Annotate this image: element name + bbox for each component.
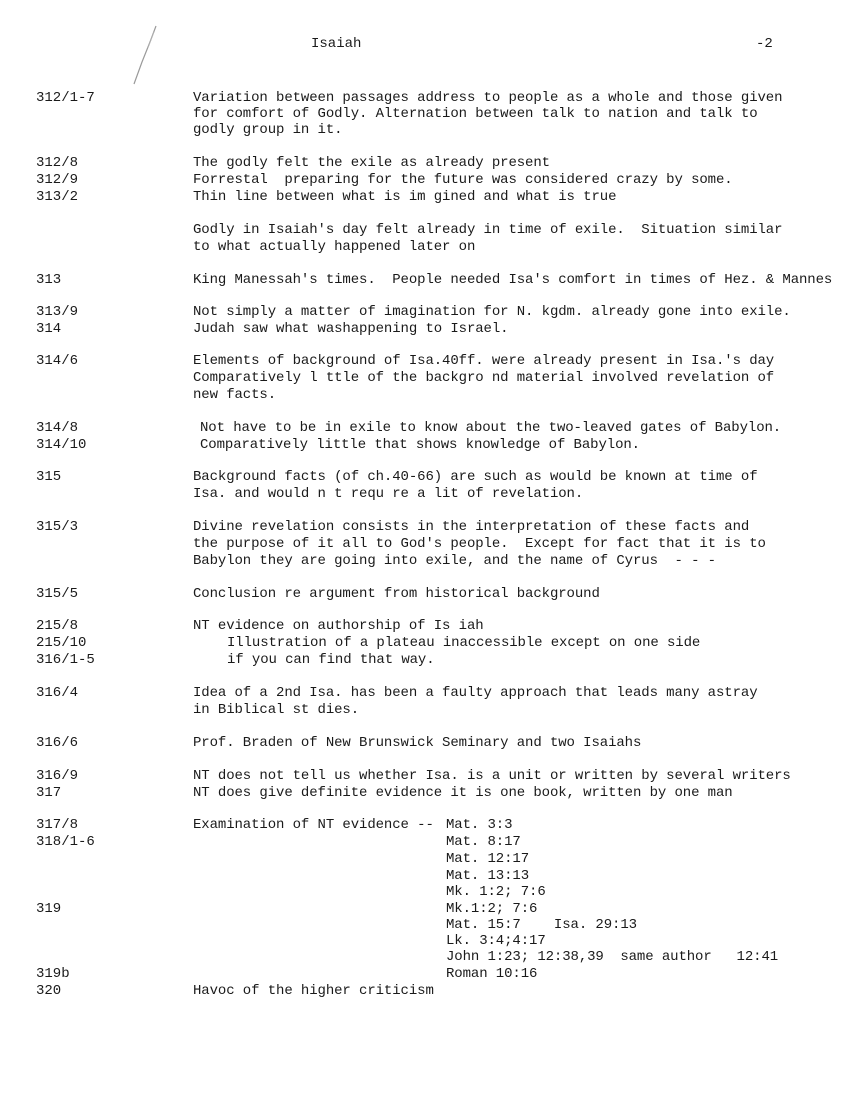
- page-ref: 312/8: [36, 155, 79, 171]
- note-line: Background facts (of ch.40-66) are such as would be known at time of: [193, 469, 758, 485]
- pencil-mark: [124, 22, 164, 92]
- page-ref: 319b: [36, 966, 70, 982]
- note-line: Godly in Isaiah's day felt already in time of exile. Situation similar: [193, 222, 783, 238]
- note-line: Havoc of the higher criticism: [193, 983, 434, 999]
- note-line: Not simply a matter of imagination for N. kgdm. already gone into exile.: [193, 304, 791, 320]
- page-number: -2: [756, 36, 773, 52]
- verse-ref: John 1:23; 12:38,39 same author 12:41: [446, 949, 779, 965]
- note-line: Judah saw what washappening to Israel.: [193, 321, 509, 337]
- note-line: new facts.: [193, 387, 277, 403]
- page-ref: 316/6: [36, 735, 79, 751]
- note-line: NT evidence on authorship of Is iah: [193, 618, 484, 634]
- page-ref: 318/1-6: [36, 834, 95, 850]
- page-ref: 313/2: [36, 189, 79, 205]
- page-ref: 315/3: [36, 519, 79, 535]
- note-line: King Manessah's times. People needed Isa's comfort in times of Hez. & Mannes: [193, 272, 833, 288]
- page-ref: 215/10: [36, 635, 87, 651]
- verse-ref: Lk. 3:4;4:17: [446, 933, 546, 949]
- note-line: Thin line between what is im gined and what is true: [193, 189, 617, 205]
- document-title: Isaiah: [311, 36, 362, 52]
- note-line: in Biblical st dies.: [193, 702, 360, 718]
- note-line: Variation between passages address to people as a whole and those given: [193, 90, 783, 106]
- page-ref: 316/4: [36, 685, 79, 701]
- verse-ref: Roman 10:16: [446, 966, 538, 982]
- note-line: Comparatively little that shows knowledge of Babylon.: [200, 437, 640, 453]
- note-line: for comfort of Godly. Alternation between talk to nation and talk to: [193, 106, 758, 122]
- note-line: godly group in it.: [193, 122, 343, 138]
- verse-ref: Mat. 12:17: [446, 851, 530, 867]
- note-line: The godly felt the exile as already present: [193, 155, 550, 171]
- verse-ref: Mat. 13:13: [446, 868, 530, 884]
- note-line: the purpose of it all to God's people. Except for fact that it is to: [193, 536, 766, 552]
- note-line: Babylon they are going into exile, and the name of Cyrus - - -: [193, 553, 716, 569]
- page-ref: 317: [36, 785, 62, 801]
- page-ref: 320: [36, 983, 62, 999]
- note-line: Conclusion re argument from historical background: [193, 586, 600, 602]
- note-line: Prof. Braden of New Brunswick Seminary and two Isaiahs: [193, 735, 642, 751]
- page-ref: 314/10: [36, 437, 87, 453]
- note-line: Isa. and would n t requ re a lit of revelation.: [193, 486, 584, 502]
- page-ref: 312/9: [36, 172, 79, 188]
- page-ref: 316/1-5: [36, 652, 95, 668]
- page-ref: 316/9: [36, 768, 79, 784]
- verse-ref: Mk.1:2; 7:6: [446, 901, 538, 917]
- note-line: NT does not tell us whether Isa. is a unit or written by several writers: [193, 768, 791, 784]
- verse-ref: Mk. 1:2; 7:6: [446, 884, 546, 900]
- note-line: Forrestal preparing for the future was considered crazy by some.: [193, 172, 733, 188]
- note-line: Divine revelation consists in the interpretation of these facts and: [193, 519, 750, 535]
- note-line: NT does give definite evidence it is one book, written by one man: [193, 785, 733, 801]
- note-line: Idea of a 2nd Isa. has been a faulty approach that leads many astray: [193, 685, 758, 701]
- page-ref: 313/9: [36, 304, 79, 320]
- page-ref: 215/8: [36, 618, 79, 634]
- note-line: to what actually happened later on: [193, 239, 476, 255]
- verse-ref: Mat. 15:7 Isa. 29:13: [446, 917, 637, 933]
- note-line: Elements of background of Isa.40ff. were already present in Isa.'s day: [193, 353, 775, 369]
- page-ref: 314: [36, 321, 62, 337]
- page-ref: 315: [36, 469, 62, 485]
- verse-ref: Mat. 8:17: [446, 834, 521, 850]
- page-ref: 319: [36, 901, 62, 917]
- note-line: Illustration of a plateau inaccessible except on one side: [227, 635, 701, 651]
- page-ref: 315/5: [36, 586, 79, 602]
- note-line: if you can find that way.: [227, 652, 435, 668]
- page-ref: 317/8: [36, 817, 79, 833]
- verse-ref: Mat. 3:3: [446, 817, 513, 833]
- note-line: Examination of NT evidence --: [193, 817, 434, 833]
- note-line: Not have to be in exile to know about the two-leaved gates of Babylon.: [200, 420, 782, 436]
- page-ref: 314/8: [36, 420, 79, 436]
- note-line: Comparatively l ttle of the backgro nd material involved revelation of: [193, 370, 775, 386]
- page-ref: 314/6: [36, 353, 79, 369]
- page-ref: 312/1-7: [36, 90, 95, 106]
- page-ref: 313: [36, 272, 62, 288]
